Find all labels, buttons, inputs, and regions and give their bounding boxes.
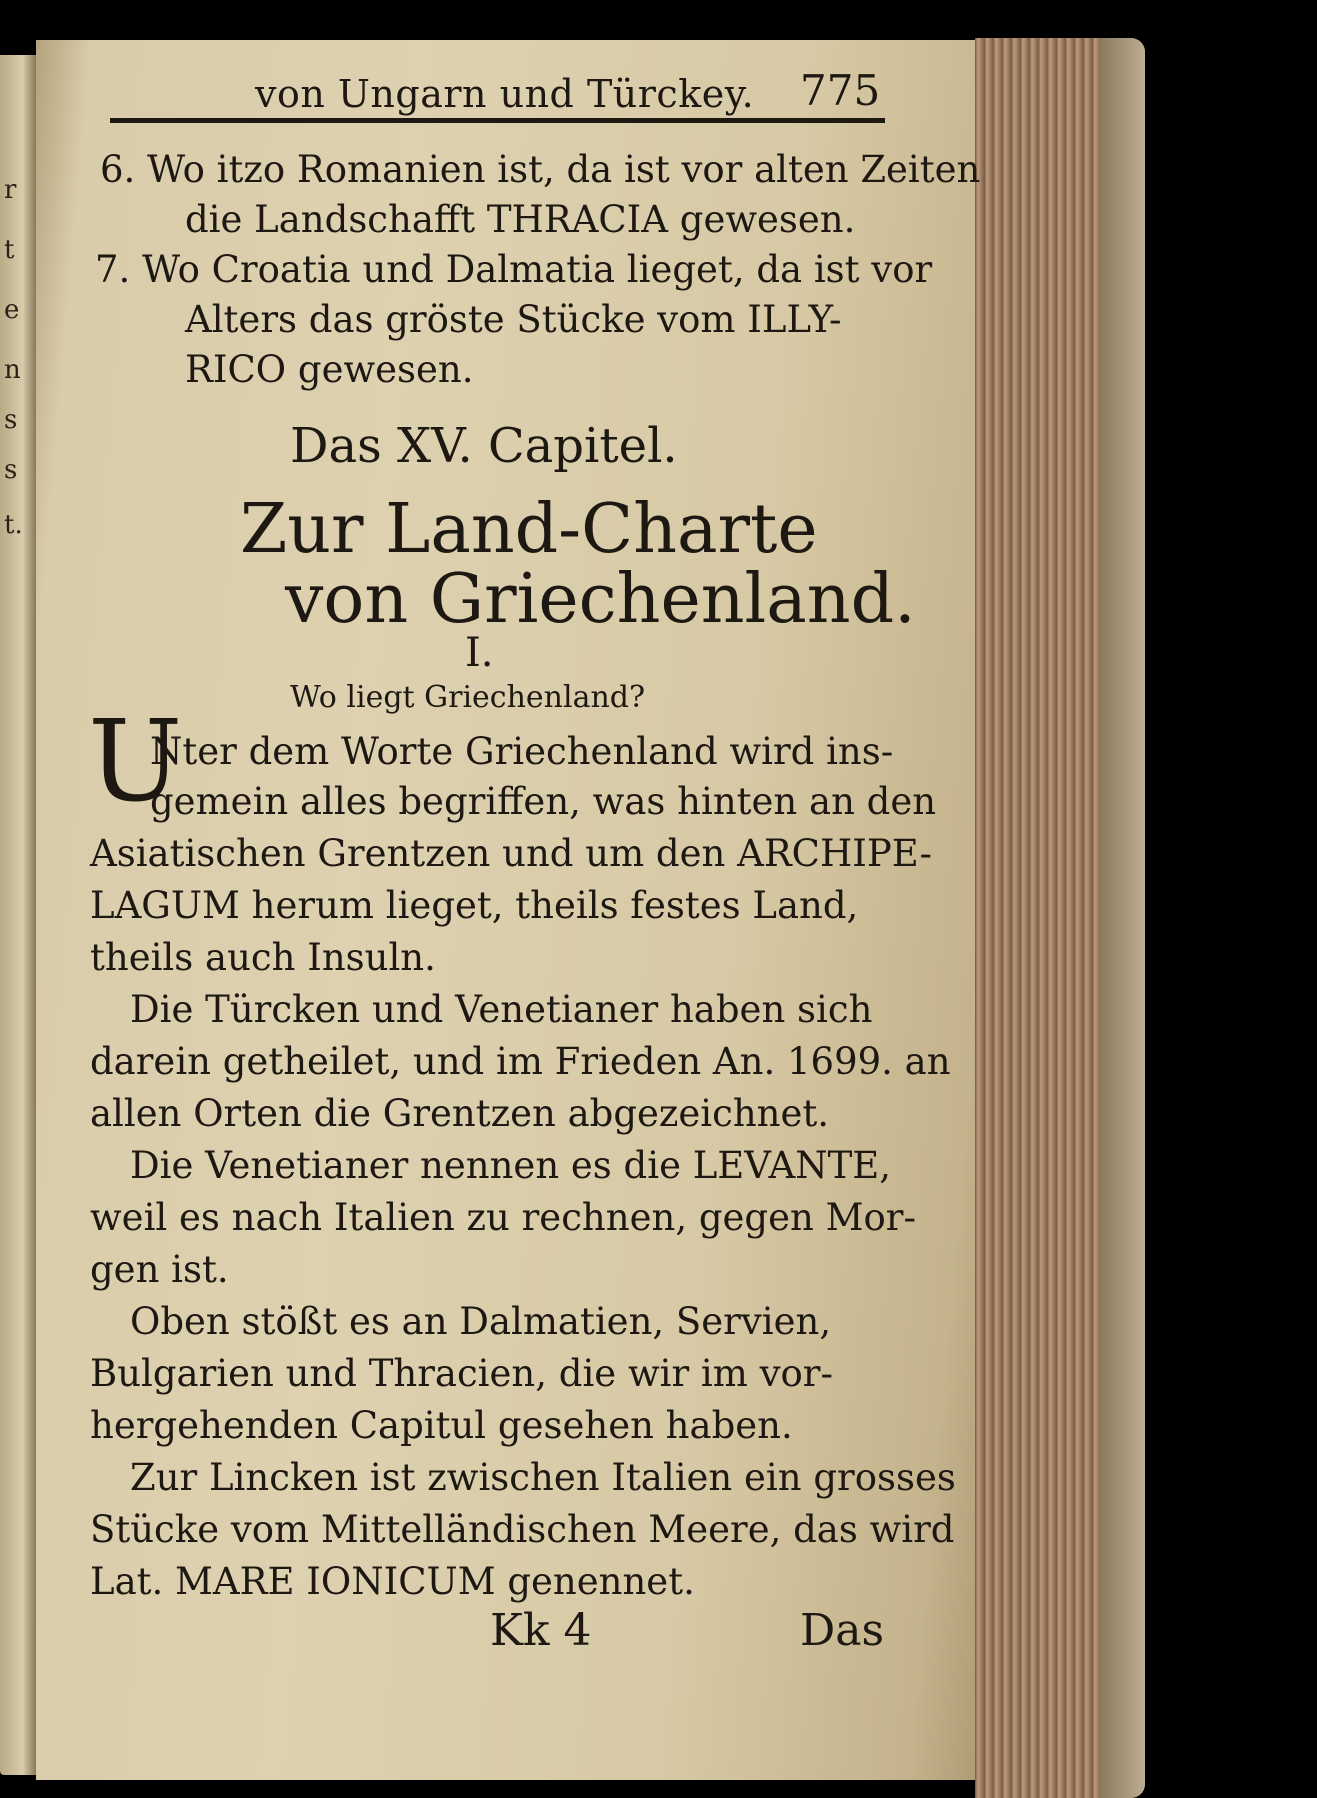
paragraph-line: theils auch Insuln. [90,936,436,979]
paragraph-line: darein getheilet, und im Frieden An. 1699. an [90,1040,951,1083]
paragraph-line: Lat. MARE IONICUM genennet. [90,1560,695,1603]
list-item-line: 6. Wo itzo Romanien ist, da ist vor alten Zeiten [100,148,981,191]
header-rule [110,118,885,123]
paragraph-line: weil es nach Italien zu rechnen, gegen Mor- [90,1196,916,1239]
paragraph-line: Die Venetianer nennen es die LEVANTE, [130,1144,892,1187]
facing-page-edge [0,55,38,1775]
chapter-label: Das XV. Capitel. [290,418,678,474]
list-item-line: Alters das gröste Stücke vom ILLY- [185,298,842,341]
signature-mark: Kk 4 [490,1605,592,1656]
running-title: von Ungarn und Türckey. [255,72,755,116]
catchword: Das [800,1605,885,1656]
paragraph-line: LAGUM herum lieget, theils festes Land, [90,884,859,927]
margin-glyph: t [4,235,15,265]
list-item-line: die Landschafft THRACIA gewesen. [185,198,856,241]
margin-glyph: n [4,355,21,385]
paragraph-line: Stücke vom Mittelländischen Meere, das wird [90,1508,955,1551]
paragraph-line: gemein alles begriffen, was hinten an den [150,780,937,823]
margin-glyph: s [4,405,18,435]
paragraph-line: Die Türcken und Venetianer haben sich [130,988,873,1031]
paragraph-line: Bulgarien und Thracien, die wir im vor- [90,1352,833,1395]
paragraph-line: gen ist. [90,1248,229,1291]
margin-glyph: s [4,455,18,485]
margin-glyph: e [4,295,20,325]
paragraph-line: Nter dem Worte Griechenland wird ins- [150,730,894,773]
paragraph-line: Asiatischen Grentzen und um den ARCHIPE- [90,832,932,875]
chapter-title-line2: von Griechenland. [285,560,916,639]
drop-cap: U [88,697,183,827]
paragraph-line: Zur Lincken ist zwischen Italien ein grosses [130,1456,956,1499]
section-number: I. [465,630,494,676]
margin-glyph: t. [4,510,23,540]
list-item-line: 7. Wo Croatia und Dalmatia lieget, da ist vor [95,248,933,291]
section-question: Wo liegt Griechenland? [290,680,646,715]
list-item-line: RICO gewesen. [185,348,474,391]
paragraph-line: allen Orten die Grentzen abgezeichnet. [90,1092,830,1135]
margin-glyph: r [4,175,17,205]
paragraph-line: hergehenden Capitul gesehen haben. [90,1404,793,1447]
page-number: 775 [800,66,881,115]
paragraph-line: Oben stößt es an Dalmatien, Servien, [130,1300,832,1343]
chapter-title-line1: Zur Land-Charte [240,490,818,569]
page-block-edge [975,38,1145,1798]
